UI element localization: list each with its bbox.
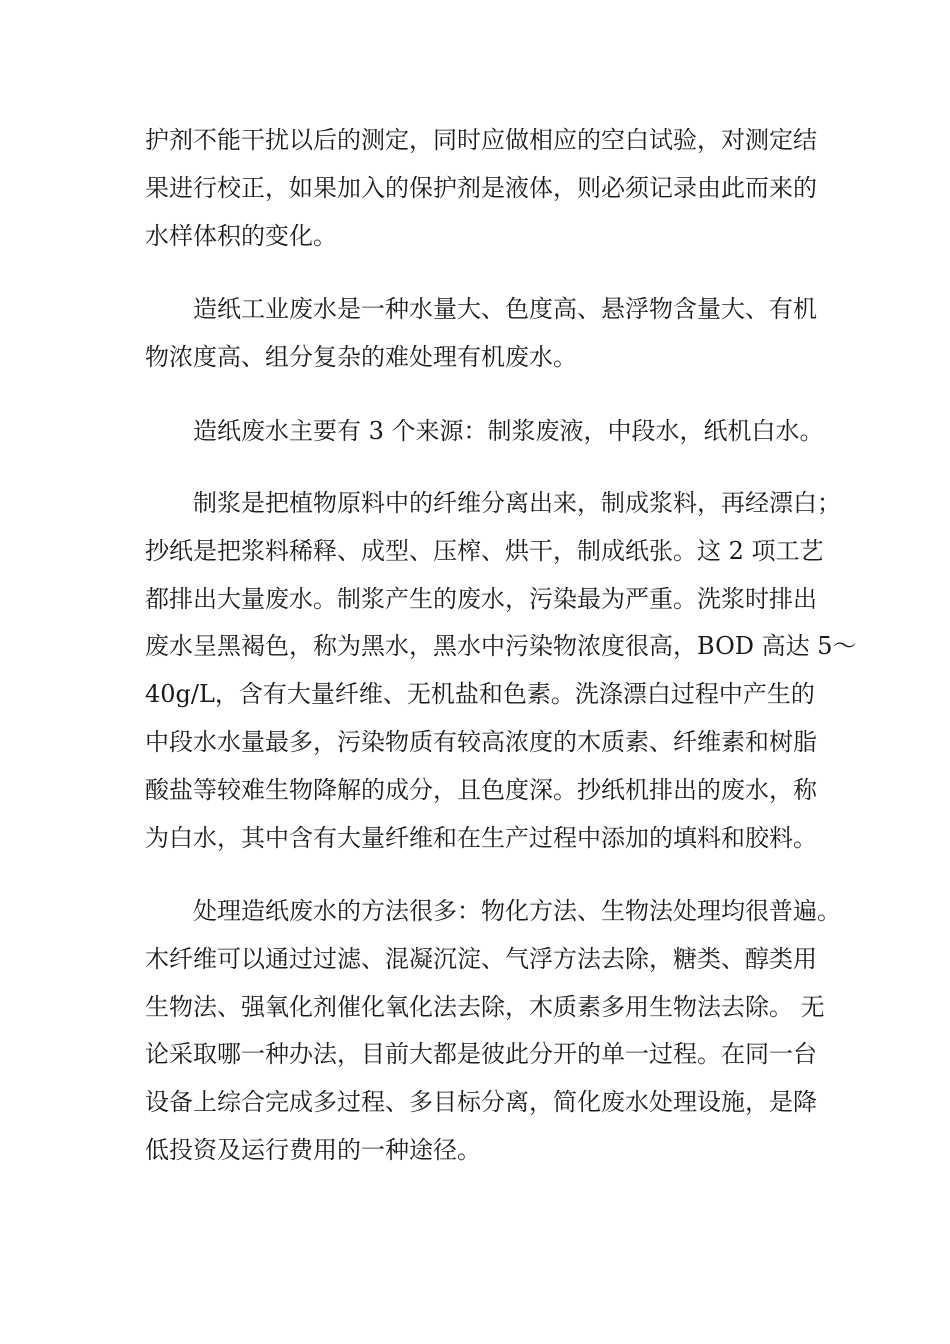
- paragraph-papermaking-wastewater-intro: [145, 286, 817, 382]
- paragraph-line: 设备上综合完成多过程、多目标分离，简化废水处理设施，是降: [145, 1088, 817, 1117]
- paragraph-line: 水样体积的变化。: [145, 221, 337, 250]
- paragraph-line: 废水呈黑褐色，称为黑水，黑水中污染物浓度很高，BOD 高达 5～: [145, 632, 857, 661]
- paragraph-line: 护剂不能干扰以后的测定，同时应做相应的空白试验，对测定结: [145, 126, 817, 154]
- paragraph-wastewater-sources: [145, 408, 824, 456]
- paragraph-line: 处理造纸废水的方法很多：物化方法、生物法处理均很普遍。: [193, 897, 841, 925]
- paragraph-line: 都排出大量废水。制浆产生的废水，污染最为严重。洗浆时排出: [145, 584, 817, 613]
- paragraph-treatment-methods: [145, 888, 841, 1175]
- paragraph-line: 果进行校正，如果加入的保护剂是液体，则必须记录由此而来的: [145, 173, 817, 202]
- paragraph-line: 制浆是把植物原料中的纤维分离出来，制成浆料，再经漂白；: [193, 489, 841, 517]
- paragraph-line: 抄纸是把浆料稀释、成型、压榨、烘干，制成纸张。这 2 项工艺: [145, 536, 824, 565]
- paragraph-pulping-process: [145, 480, 857, 862]
- paragraph-line: 造纸废水主要有 3 个来源：制浆废液，中段水，纸机白水。: [193, 417, 824, 445]
- paragraph-line: 酸盐等较难生物降解的成分，且色度深。抄纸机排出的废水，称: [145, 775, 817, 804]
- paragraph-line: 为白水，其中含有大量纤维和在生产过程中添加的填料和胶料。: [145, 823, 817, 852]
- paragraph-line: 生物法、强氧化剂催化氧化法去除，木质素多用生物法去除。 无: [145, 992, 825, 1021]
- paragraph-line: 中段水水量最多，污染物质有较高浓度的木质素、纤维素和树脂: [145, 727, 817, 756]
- paragraph-line: 40g/L，含有大量纤维、无机盐和色素。洗涤漂白过程中产生的: [145, 680, 815, 709]
- paragraph-line: 低投资及运行费用的一种途径。: [145, 1135, 481, 1164]
- paragraph-line: 论采取哪一种办法，目前大都是彼此分开的单一过程。在同一台: [145, 1040, 817, 1069]
- paragraph-preservative-note: [145, 117, 817, 260]
- paragraph-line: 造纸工业废水是一种水量大、色度高、悬浮物含量大、有机: [193, 295, 817, 323]
- paragraph-line: 物浓度高、组分复杂的难处理有机废水。: [145, 342, 577, 371]
- paragraph-line: 木纤维可以通过过滤、混凝沉淀、气浮方法去除，糖类、醇类用: [145, 944, 817, 973]
